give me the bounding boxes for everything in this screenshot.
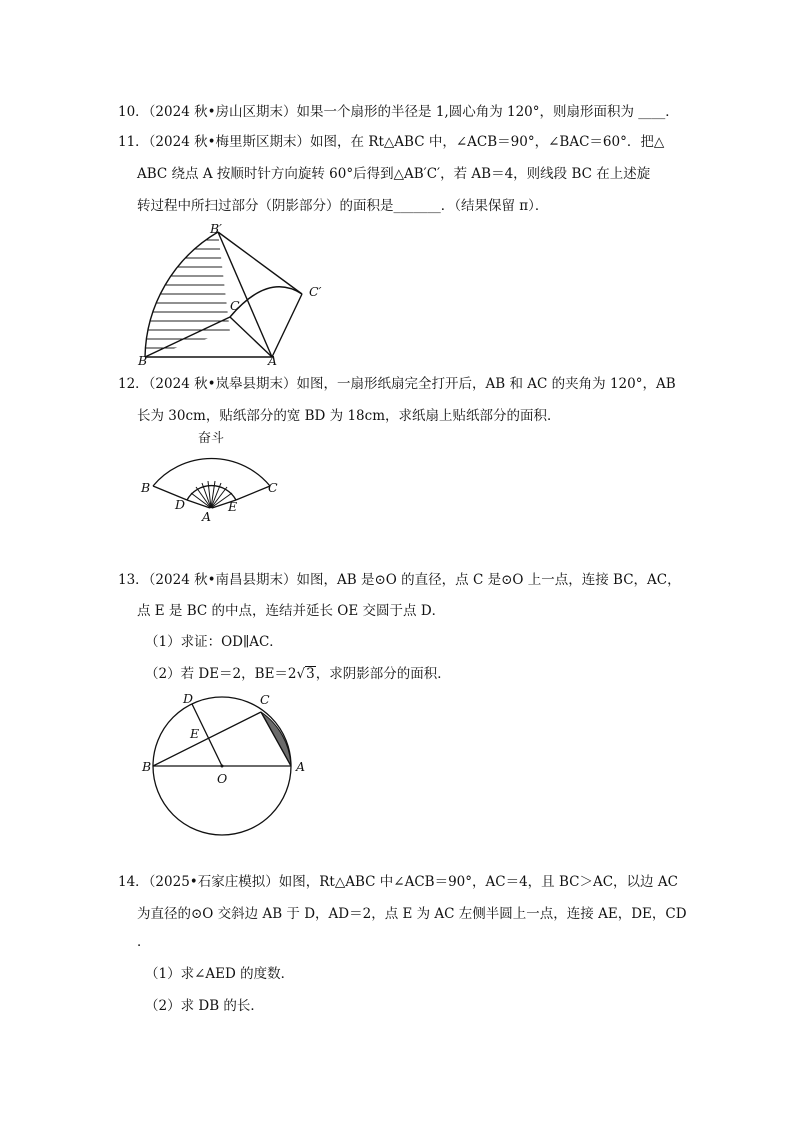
label-E: E: [228, 499, 238, 514]
chord-BC: [153, 712, 261, 766]
outer-arc: [145, 232, 218, 357]
q13-part2-suffix: ，求阴影部分的面积．: [315, 666, 451, 682]
label-E: E: [190, 726, 200, 741]
q13-line1: 13．（2024 秋•南昌县期末）如图，AB 是⊙O 的直径，点 C 是⊙O 上一点，连接 BC，AC，: [118, 572, 681, 588]
segment-BC: [145, 317, 230, 357]
q11-line3: 转过程中所扫过部分（阴影部分）的面积是_______．（结果保留 π）．: [137, 198, 549, 214]
center-point-O: [221, 765, 224, 768]
label-D: D: [183, 691, 194, 706]
q13-figure: [135, 688, 315, 836]
q10-line1: 10．（2024 秋•房山区期末）如果一个扇形的半径是 1,圆心角为 120°，则扇形面积为 ____．: [118, 104, 679, 120]
q11-line1: 11．（2024 秋•梅里斯区期末）如图，在 Rt△ABC 中，∠ACB＝90°，∠BAC＝60°．把△: [118, 134, 665, 150]
q14-part1: （1）求∠AED 的度数．: [145, 966, 295, 982]
q11-figure: [130, 222, 330, 367]
fan-title-label: 奋斗: [198, 431, 225, 446]
fan-inner-arc: [187, 486, 236, 500]
label-B: B: [141, 480, 151, 495]
label-O: O: [217, 771, 228, 786]
label-A: A: [296, 759, 306, 774]
q14-line3: ．: [137, 934, 151, 950]
segment-B-prime-A: [218, 232, 272, 357]
q13-part2: （2）若 DE＝2，BE＝2√3，求阴影部分的面积．: [145, 666, 451, 682]
label-B-prime: B′: [210, 222, 223, 236]
q14-part2: （2）求 DB 的长．: [145, 998, 264, 1014]
q13-part2-prefix: （2）若 DE＝2，BE＝2: [145, 666, 297, 682]
segment-B-prime-C-prime: [218, 232, 302, 294]
q13-part2-sqrt-radicand: 3: [306, 666, 315, 682]
label-C: C: [260, 692, 270, 707]
label-C: C: [230, 298, 240, 313]
q13-part1: （1）求证：OD∥AC．: [145, 634, 283, 650]
label-D: D: [175, 497, 186, 512]
q12-line1: 12．（2024 秋•岚皋县期末）如图，一扇形纸扇完全打开后，AB 和 AC 的夹角为 120°，AB: [118, 376, 676, 392]
label-A: A: [268, 353, 278, 367]
q14-line1: 14．（2025•石家庄模拟）如图，Rt△ABC 中∠ACB＝90°，AC＝4，且 BC＞AC，以边 AC: [118, 874, 678, 890]
label-C: C: [268, 480, 278, 495]
q12-figure: [135, 418, 285, 524]
segment-CA: [230, 317, 272, 357]
fan-outer-arc: [153, 459, 270, 486]
label-A: A: [202, 509, 212, 524]
label-B: B: [142, 759, 152, 774]
fan-edge-CE: [236, 486, 270, 500]
q14-line2: 为直径的⊙O 交斜边 AB 于 D，AD＝2，点 E 为 AC 左侧半圆上一点，连接 AE，DE，CD: [137, 906, 687, 922]
label-B: B: [138, 353, 148, 367]
chord-CA: [261, 712, 291, 766]
segment-C-prime-A: [272, 294, 302, 357]
inner-arc: [230, 287, 302, 317]
q11-line2: ABC 绕点 A 按顺时针方向旋转 60°后得到△AB′C′，若 AB＝4，则线段 BC 在上述旋: [137, 166, 651, 182]
q13-line2: 点 E 是 BC 的中点，连结并延长 OE 交圆于点 D．: [137, 603, 446, 619]
q12-line2: 长为 30cm，贴纸部分的宽 BD 为 18cm，求纸扇上贴纸部分的面积．: [137, 408, 561, 424]
label-C-prime: C′: [309, 284, 322, 299]
